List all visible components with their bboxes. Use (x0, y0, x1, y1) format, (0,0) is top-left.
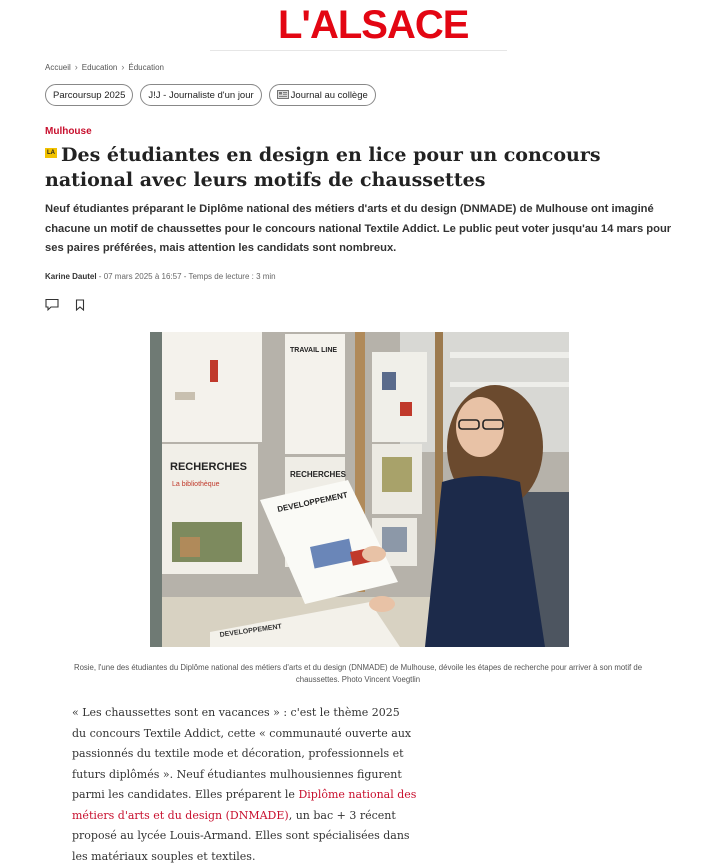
poster-title-recherches: RECHERCHES (170, 461, 248, 473)
breadcrumb-item-education[interactable]: Education (81, 62, 118, 72)
breadcrumb-item-education-current[interactable]: Éducation (128, 62, 164, 72)
chevron-right-icon: › (121, 62, 125, 72)
photo-caption: Rosie, l'une des étudiantes du Diplôme national des métiers d'arts et du design (DNMADE) de Mulhouse, dévoile les étapes de recherche pour arriver à son motif de chaussettes. Photo Vincent Voegtlin (73, 663, 643, 684)
article-city[interactable]: Mulhouse (45, 126, 92, 137)
poster-title-recherches-2: RECHERCHES (290, 470, 347, 479)
tag-label: Journal au collège (290, 89, 368, 101)
article-paragraph (72, 703, 417, 867)
article-body (72, 703, 417, 867)
photo-illustration (150, 332, 569, 647)
poster-subtitle: La bibliothèque (172, 481, 220, 488)
tag-label: J!J - Journaliste d'un jour (148, 89, 254, 101)
site-logo[interactable]: L'ALSACE (278, 3, 469, 47)
article-title (45, 143, 675, 193)
paragraph-text: , un bac + 3 récent proposé au lycée Louis-Armand. Elles sont spécialisées dans les matériaux souples et textiles. (72, 808, 410, 863)
tag-label: Parcoursup 2025 (53, 89, 126, 101)
table-poster-title: DEVELOPPEMENT (219, 623, 283, 639)
article-lead: Neuf étudiantes préparant le Diplôme national des métiers d'arts et du design (DNMADE) de Mulhouse ont imaginé chacune un motif de chaussettes pour le concours national Textile Addict. Le public peut voter jusqu'au 14 mars pour ses paires préférées, mais attention les candidats sont nombreux. (45, 203, 672, 254)
tag-journal-au-college[interactable] (269, 84, 376, 106)
article-author[interactable]: Karine Dautel (45, 272, 97, 281)
breadcrumb-item-home[interactable]: Accueil (45, 62, 71, 72)
article-date: - 07 mars 2025 à 16:57 - Temps de lecture : 3 min (96, 272, 276, 281)
poster-title-travail: TRAVAIL LINE (290, 347, 338, 354)
premium-badge-icon: LA (47, 150, 55, 156)
article-photo[interactable] (150, 332, 569, 647)
held-poster-title: DEVELOPPEMENT (276, 490, 349, 514)
article-actions (45, 298, 85, 316)
article-title-text: Des étudiantes en design en lice pour un concours national avec leurs motifs de chaussettes (45, 144, 601, 191)
breadcrumb (45, 62, 164, 72)
chevron-right-icon: › (74, 62, 78, 72)
site-header (0, 0, 716, 50)
article-byline (45, 272, 276, 281)
tag-parcoursup[interactable] (45, 84, 133, 106)
bookmark-icon[interactable] (75, 298, 85, 316)
comment-icon[interactable] (45, 298, 59, 316)
newspaper-icon (277, 90, 289, 101)
tag-list (45, 84, 376, 106)
header-divider (210, 50, 507, 51)
tag-journaliste-dun-jour[interactable] (140, 84, 261, 106)
dnmade-link[interactable]: Diplôme national des métiers d'arts et du design (DNMADE) (72, 788, 417, 822)
paragraph-text: « Les chaussettes sont en vacances » : c'est le thème 2025 du concours Textile Addict, cette « communauté ouverte aux passionnés du textile mode et décoration, professionnels et futurs diplômés ». Neuf étudiantes mulhousiennes figurent parmi les candidates. Elles préparent le (72, 706, 412, 801)
